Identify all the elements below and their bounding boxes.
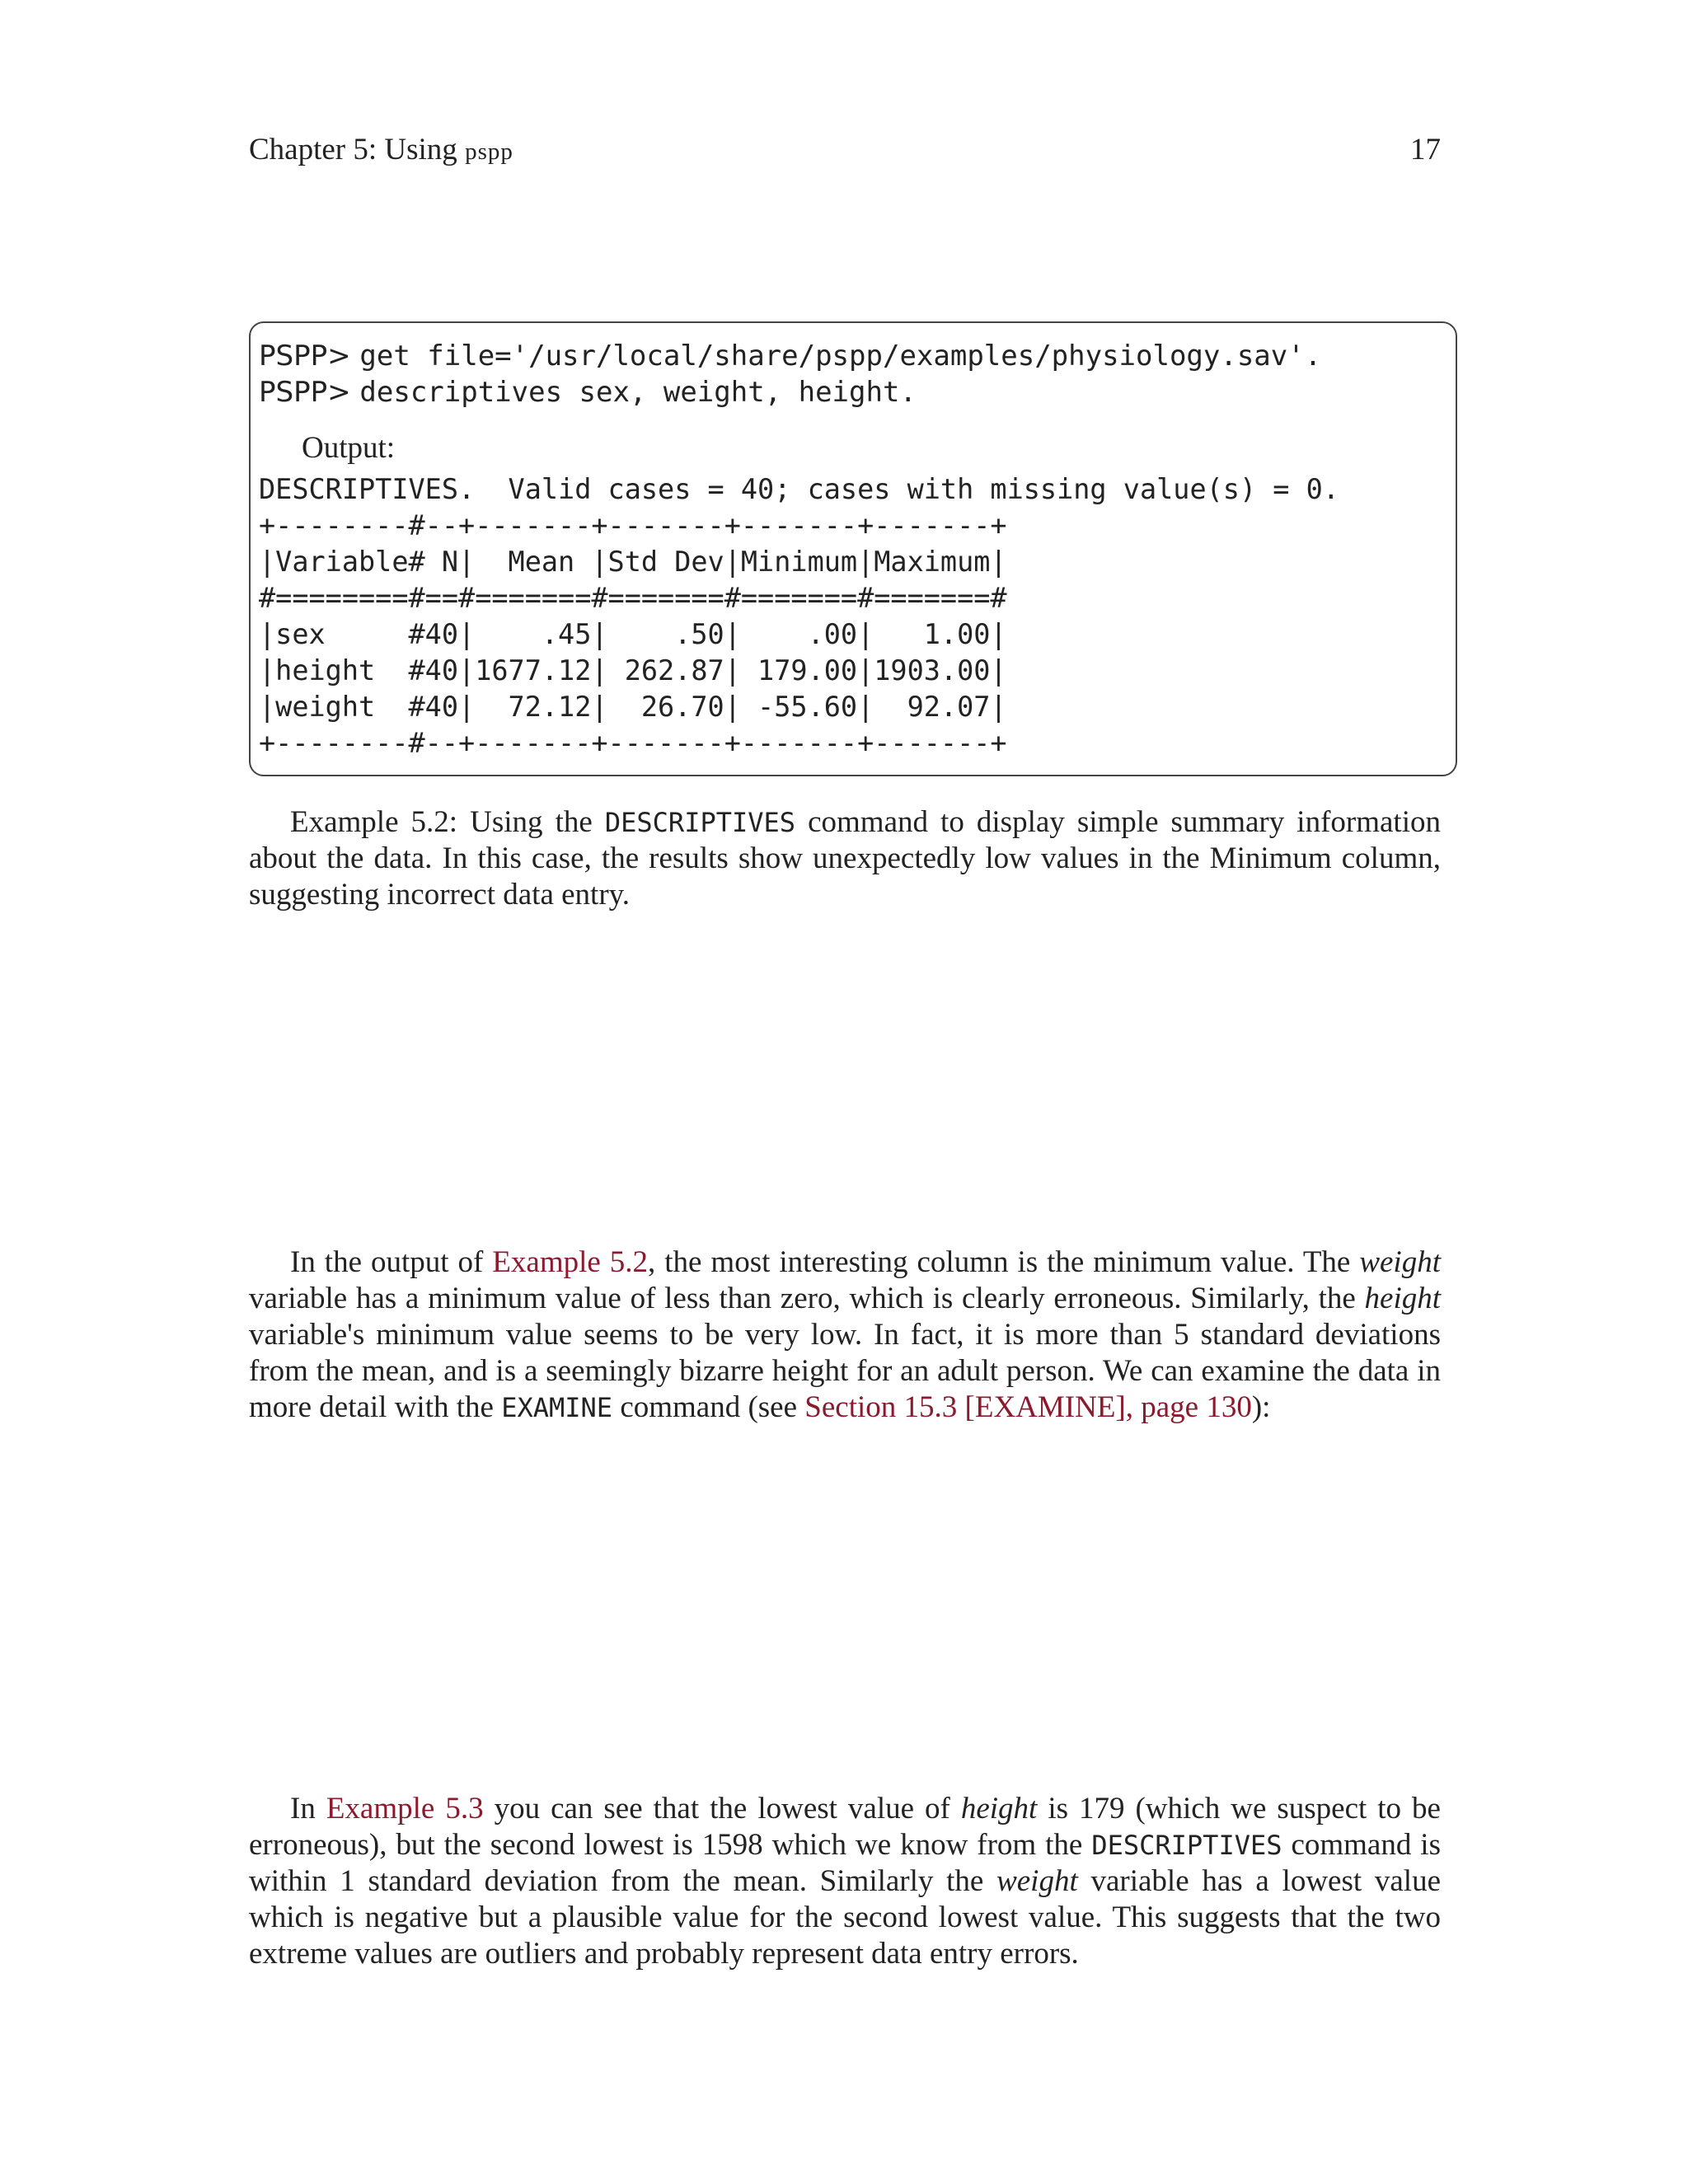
output-block — [259, 471, 1339, 762]
emphasis-weight: weight — [996, 1864, 1078, 1898]
paragraph-text: In the output of — [290, 1245, 493, 1279]
running-header — [249, 130, 1441, 170]
output-line: +--------#--+-------+-------+-------+-------+ — [259, 509, 1007, 541]
output-line: |weight #40| 72.12| 26.70| -55.60| 92.07| — [259, 691, 1007, 723]
paragraph-text: , the most interesting column is the minimum value. The — [648, 1245, 1360, 1279]
link-example-5-2[interactable]: Example 5.2 — [492, 1245, 649, 1279]
paragraph-text: In — [290, 1792, 326, 1825]
command-prompt: PSPP> — [259, 376, 351, 409]
output-line: |Variable# N| Mean |Std Dev|Minimum|Maximum| — [259, 546, 1007, 578]
paragraph-descriptives-analysis — [249, 1244, 1441, 1426]
code-examine: EXAMINE — [501, 1392, 613, 1423]
page-number: 17 — [1410, 133, 1441, 166]
paragraph-text: ): — [1251, 1390, 1271, 1424]
command-prompt: PSPP> — [259, 340, 351, 373]
chapter-app-name: pspp — [465, 138, 513, 165]
emphasis-height: height — [960, 1792, 1038, 1825]
output-line: +--------#--+-------+-------+-------+-------+ — [259, 727, 1007, 759]
emphasis-height: height — [1364, 1282, 1441, 1315]
chapter-prefix: Chapter 5: Using — [249, 133, 466, 166]
paragraph-text: is 179 (which we suspect to be erroneous), but the second lowest is 1598 which we know from the — [249, 1792, 1441, 1862]
caption-text: Example 5.2: Using the — [290, 805, 605, 839]
command-line-1 — [259, 338, 1321, 374]
link-section-15-3[interactable]: Section 15.3 [EXAMINE], page 130 — [804, 1390, 1252, 1424]
paragraph-text: you can see that the lowest value of — [483, 1792, 961, 1825]
link-example-5-3[interactable]: Example 5.3 — [326, 1792, 484, 1825]
paragraph-text: command (see — [612, 1390, 805, 1424]
paragraph-outliers — [249, 1791, 1441, 1972]
paragraph-text: command is within 1 standard deviation from the mean. Similarly the — [249, 1828, 1441, 1898]
output-line: DESCRIPTIVES. Valid cases = 40; cases with missing value(s) = 0. — [259, 473, 1339, 505]
command-line-2 — [259, 374, 917, 410]
chapter-title — [249, 130, 513, 171]
command-text: get file='/usr/local/share/pspp/examples/physiology.sav'. — [359, 340, 1322, 373]
output-line: |sex #40| .45| .50| .00| 1.00| — [259, 618, 1007, 650]
command-text: descriptives sex, weight, height. — [359, 376, 917, 409]
output-line: #========#==#=======#=======#=======#=======# — [259, 582, 1007, 614]
caption-code: DESCRIPTIVES — [604, 807, 796, 838]
example-box — [249, 321, 1457, 776]
caption-text: command to display simple summary information about the data. In this case, the results show unexpectedly low values in the Minimum column, suggesting incorrect data entry. — [249, 805, 1441, 912]
code-descriptives: DESCRIPTIVES — [1091, 1830, 1282, 1861]
output-line: |height #40|1677.12| 262.87| 179.00|1903.00| — [259, 654, 1007, 687]
paragraph-text: variable has a lowest value which is negative but a plausible value for the second lowest value. This suggests that the two extreme values are outliers and probably represent data entry errors. — [249, 1864, 1441, 1971]
paragraph-text: variable's minimum value seems to be very low. In fact, it is more than 5 standard deviations from the mean, and is a seemingly bizarre height for an adult person. We can examine the data in more detail with the — [249, 1318, 1441, 1424]
emphasis-weight: weight — [1359, 1245, 1441, 1279]
example-caption — [249, 804, 1441, 913]
paragraph-text: variable has a minimum value of less than zero, which is clearly erroneous. Similarly, the — [249, 1282, 1365, 1315]
output-label: Output: — [302, 431, 396, 465]
